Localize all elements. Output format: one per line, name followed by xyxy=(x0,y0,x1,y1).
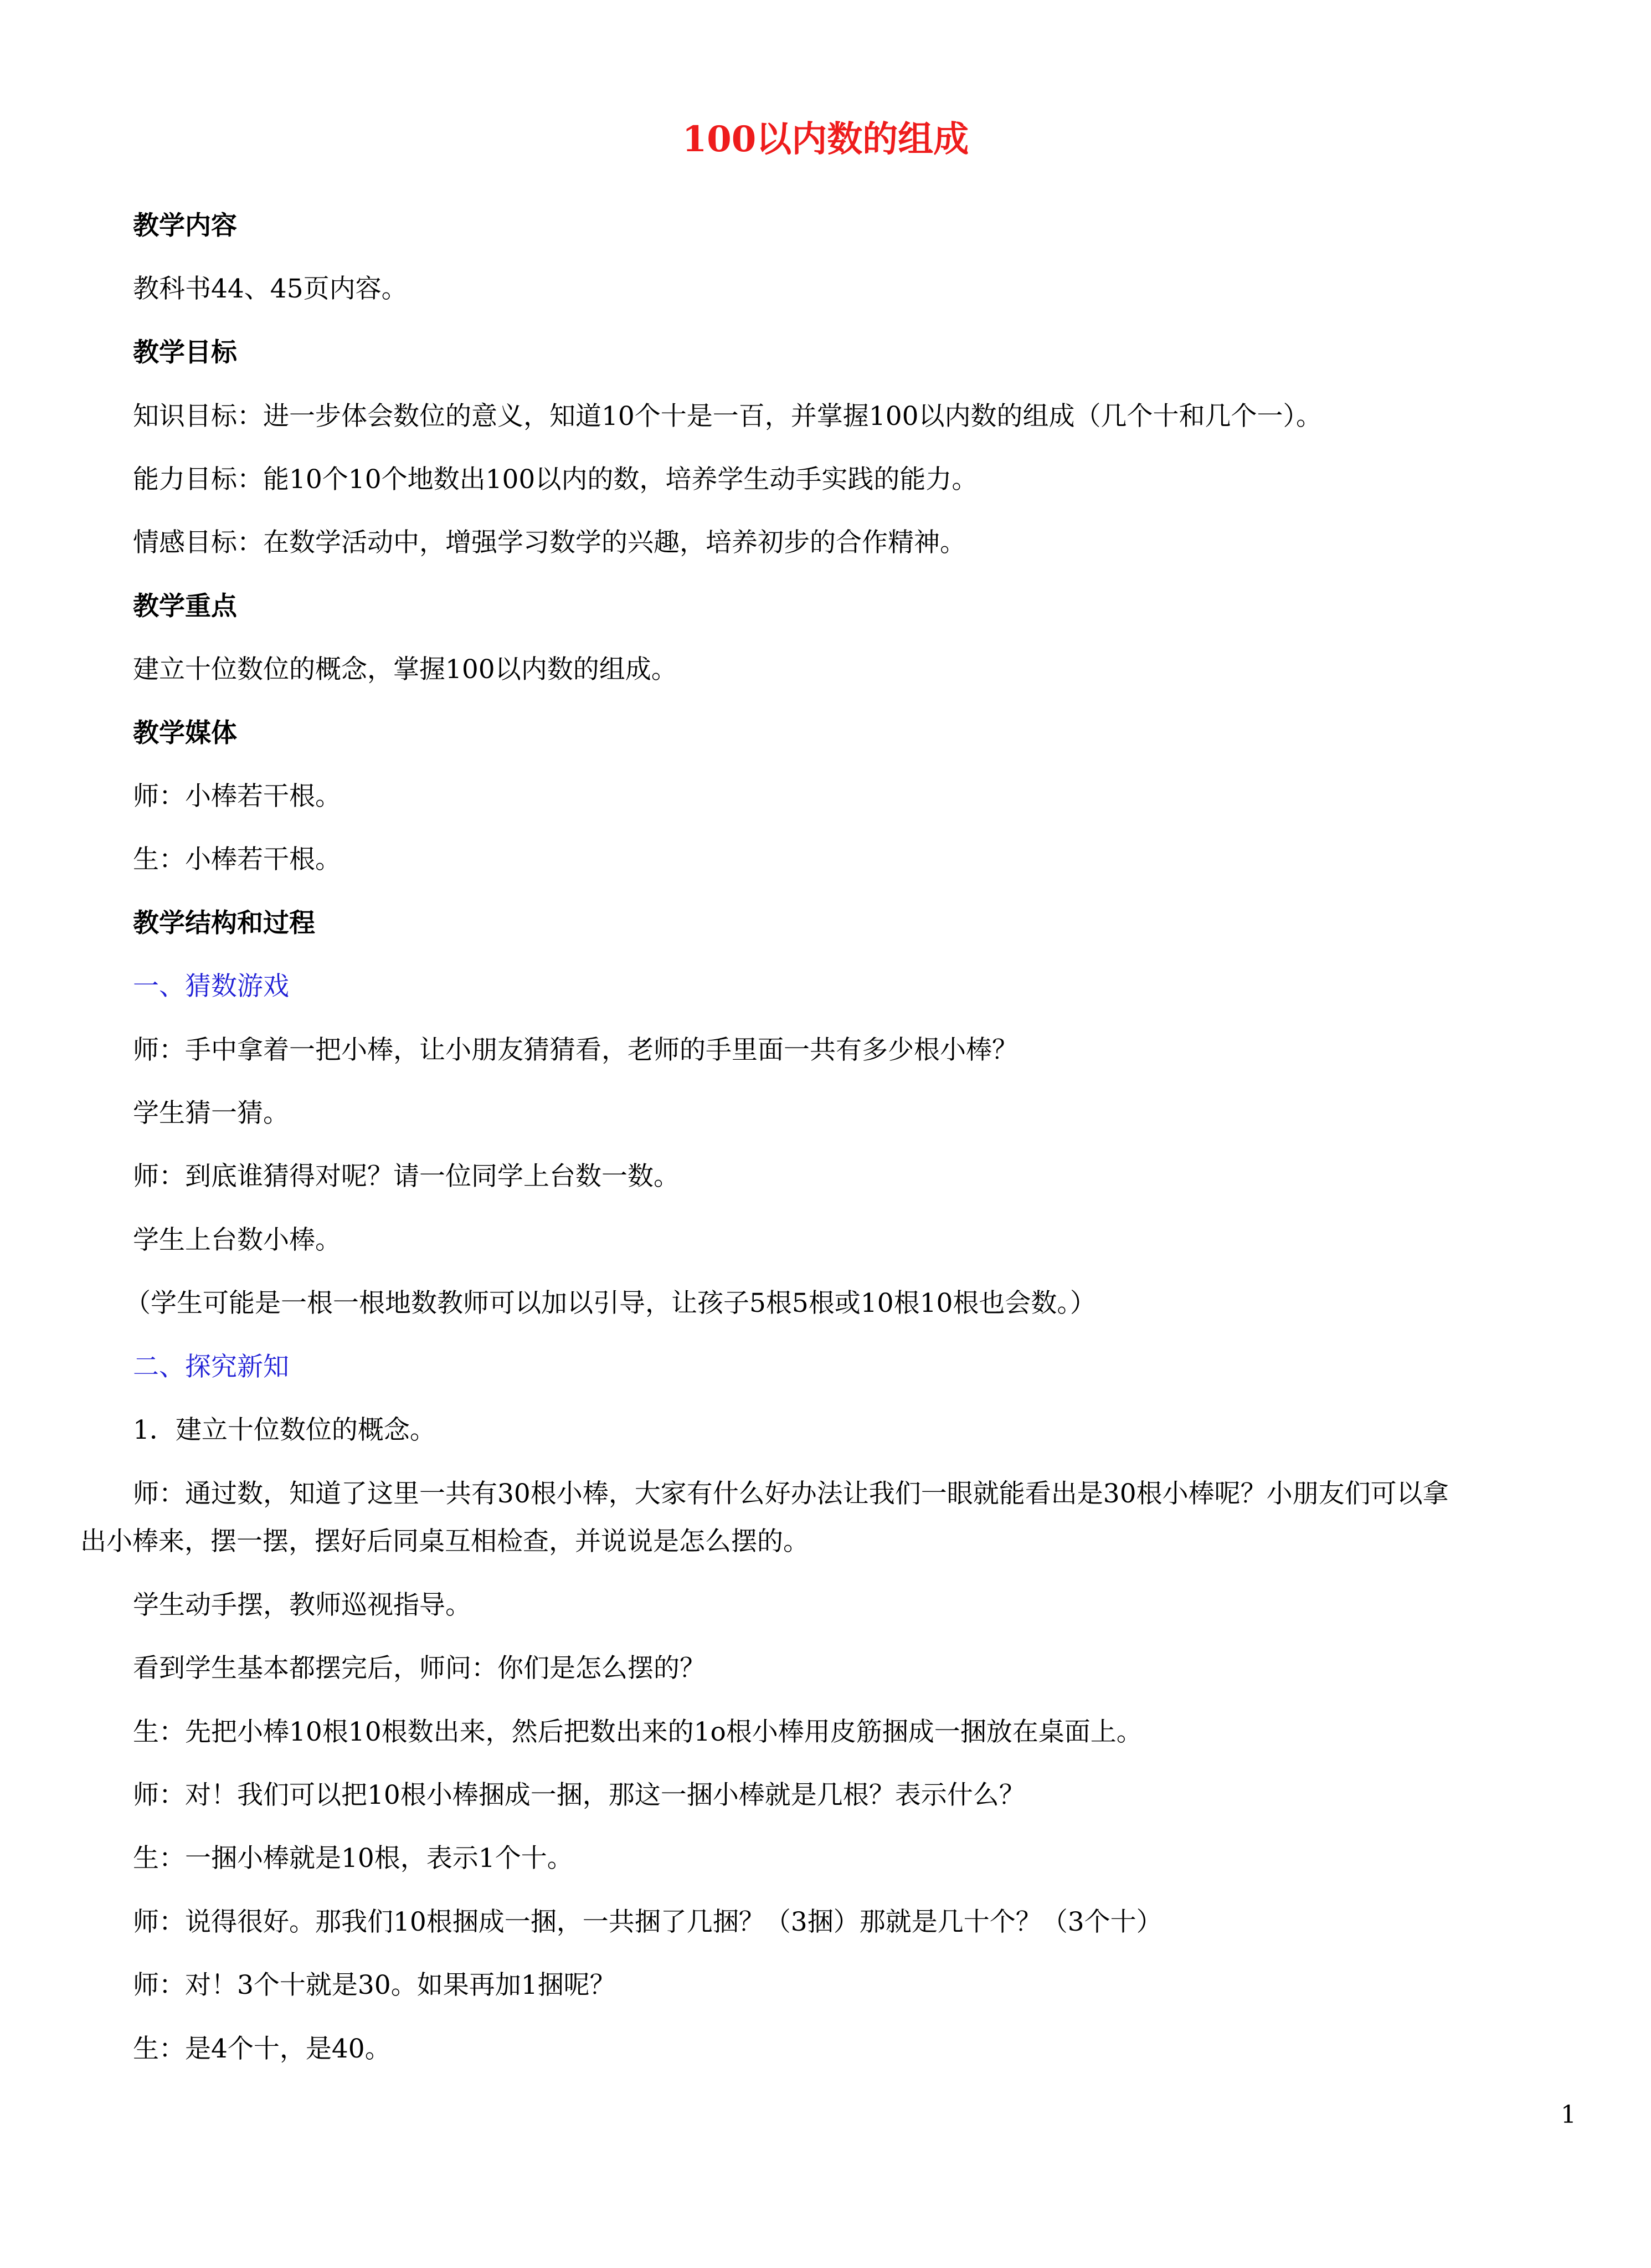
paragraph: 生：先把小棒10根10根数出来，然后把数出来的1o根小棒用皮筋捆成一捆放在桌面上。 xyxy=(133,1717,1143,1747)
paragraph: 生：是4个十，是40。 xyxy=(133,2034,391,2064)
paragraph-continuation: 出小棒来，摆一摆，摆好后同桌互相检查，并说说是怎么摆的。 xyxy=(80,1526,809,1557)
paragraph: 师：对！3个十就是30。如果再加1捆呢？ xyxy=(133,1970,616,2000)
paragraph: 学生猜一猜。 xyxy=(133,1098,289,1128)
paragraph: 师：通过数，知道了这里一共有30根小棒，大家有什么好办法让我们一眼就能看出是30根小棒呢？小朋友们可以拿 xyxy=(133,1479,1449,1509)
section-heading-explore: 二、探究新知 xyxy=(133,1352,289,1382)
heading-teaching-media: 教学媒体 xyxy=(133,718,237,748)
document-title: 100以内数的组成 xyxy=(682,119,969,160)
page-number: 1 xyxy=(1561,2101,1576,2129)
paragraph: 师：到底谁猜得对呢？请一位同学上台数一数。 xyxy=(133,1161,680,1192)
paragraph: 师：说得很好。那我们10根捆成一捆，一共捆了几捆？（3捆）那就是几十个？（3个十） xyxy=(133,1907,1163,1937)
paragraph: 学生动手摆，教师巡视指导。 xyxy=(133,1590,471,1620)
heading-teaching-goals: 教学目标 xyxy=(133,337,237,368)
paragraph: 知识目标：进一步体会数位的意义，知道10个十是一百，并掌握100以内数的组成（几个十和几个一）。 xyxy=(133,401,1323,432)
paragraph: 情感目标：在数学活动中，增强学习数学的兴趣，培养初步的合作精神。 xyxy=(133,527,966,558)
heading-key-points: 教学重点 xyxy=(133,591,237,622)
paragraph: 建立十位数位的概念，掌握100以内数的组成。 xyxy=(133,654,677,685)
section-heading-guess-game: 一、猜数游戏 xyxy=(133,971,289,1002)
paragraph: 师：手中拿着一把小棒，让小朋友猜猜看，老师的手里面一共有多少根小棒？ xyxy=(133,1035,1018,1065)
heading-teaching-content: 教学内容 xyxy=(133,211,237,241)
paragraph: 生：小棒若干根。 xyxy=(133,844,341,875)
paragraph: 师：对！我们可以把10根小棒捆成一捆，那这一捆小棒就是几根？表示什么？ xyxy=(133,1780,1025,1810)
paragraph: 看到学生基本都摆完后，师问：你们是怎么摆的？ xyxy=(133,1653,706,1684)
paragraph-note: （学生可能是一根一根地数教师可以加以引导，让孩子5根5根或10根10根也会数。） xyxy=(125,1288,1096,1318)
paragraph: 教科书44、45页内容。 xyxy=(133,274,408,304)
heading-structure-process: 教学结构和过程 xyxy=(133,908,315,938)
paragraph: 生：一捆小棒就是10根，表示1个十。 xyxy=(133,1843,573,1874)
paragraph: 能力目标：能10个10个地数出100以内的数，培养学生动手实践的能力。 xyxy=(133,464,978,495)
paragraph: 学生上台数小棒。 xyxy=(133,1225,341,1255)
paragraph: 师：小棒若干根。 xyxy=(133,781,341,812)
numbered-item: 1．建立十位数位的概念。 xyxy=(133,1415,436,1445)
